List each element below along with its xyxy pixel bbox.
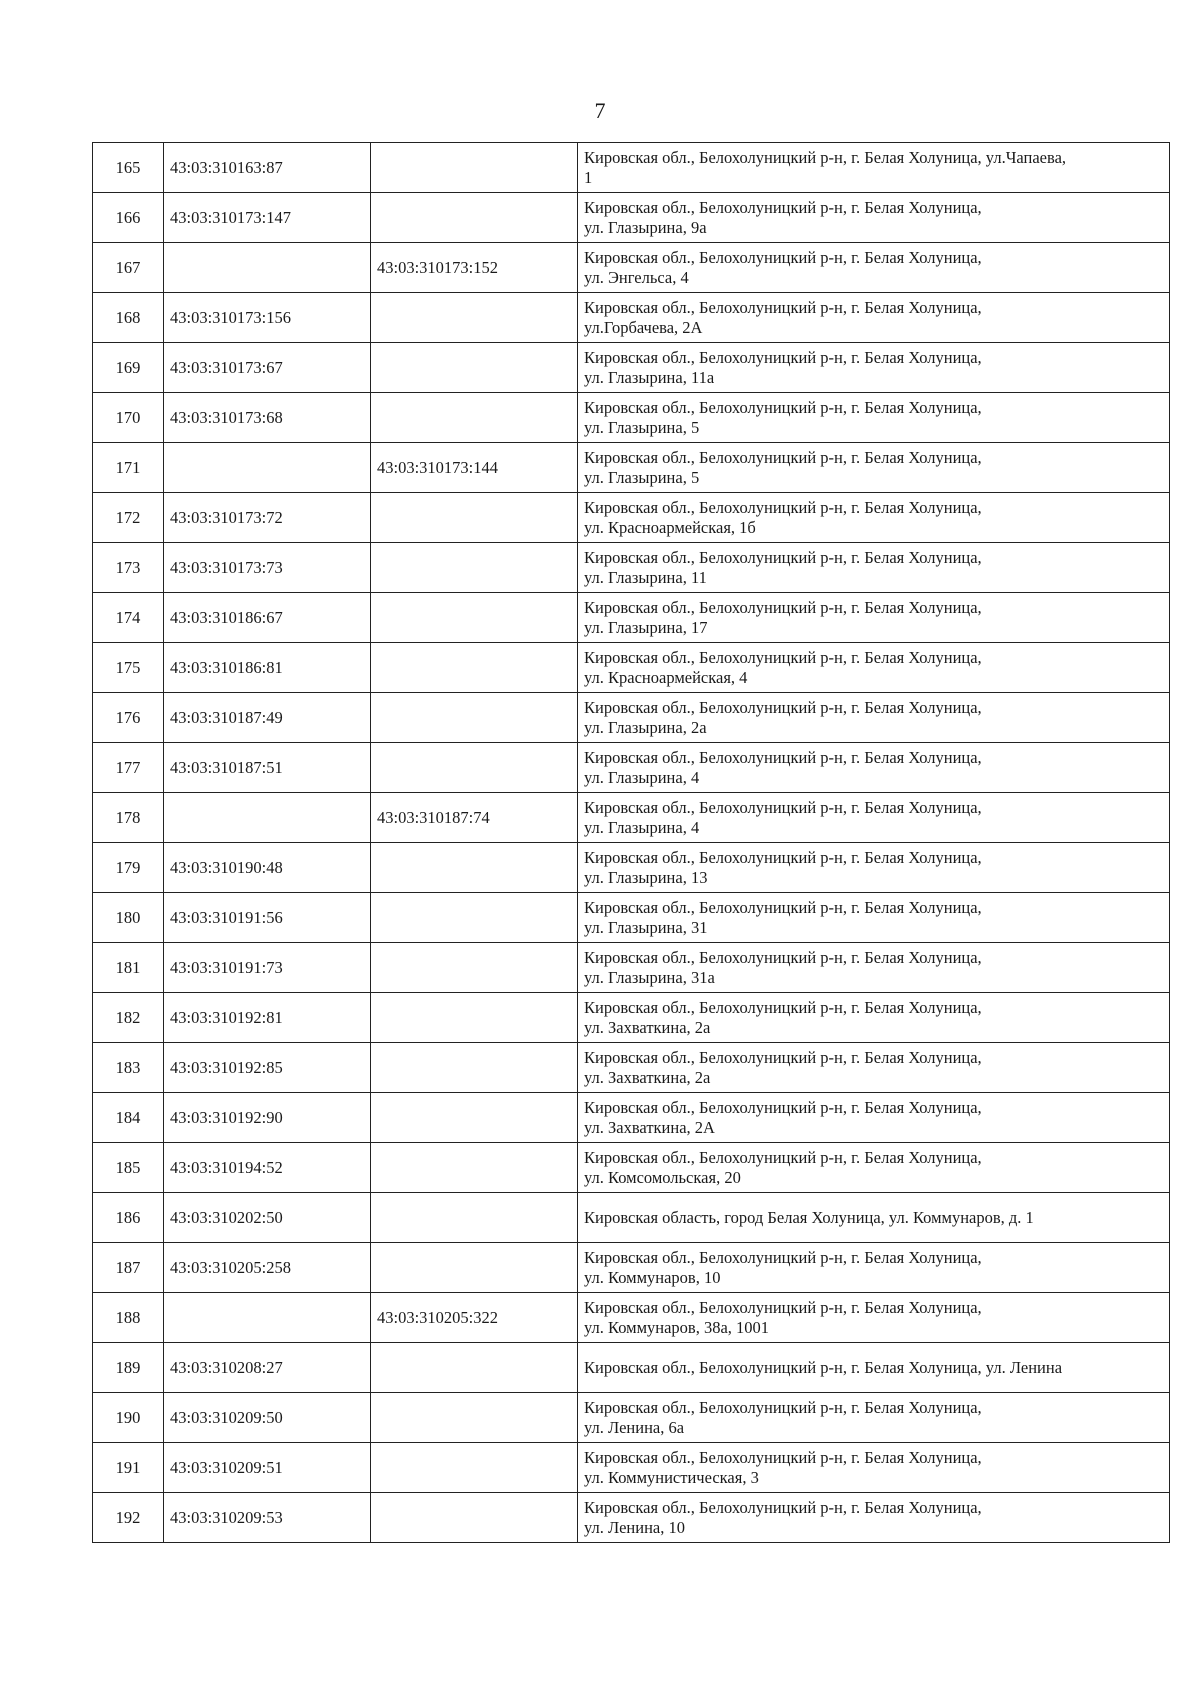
cadastral-number-cell: 43:03:310202:50 bbox=[164, 1193, 371, 1243]
row-number-cell: 185 bbox=[93, 1143, 164, 1193]
cadastral-number-cell: 43:03:310190:48 bbox=[164, 843, 371, 893]
address-line-1: Кировская обл., Белохолуницкий р-н, г. Белая Холуница, bbox=[584, 1398, 982, 1418]
cadastral-number-cell: 43:03:310194:52 bbox=[164, 1143, 371, 1193]
address-cell bbox=[578, 543, 1170, 593]
address-line-1: Кировская обл., Белохолуницкий р-н, г. Белая Холуница, bbox=[584, 1148, 982, 1168]
row-number-cell: 190 bbox=[93, 1393, 164, 1443]
table-row bbox=[93, 1343, 1170, 1393]
parent-cadastral-number-cell bbox=[371, 743, 578, 793]
table-row bbox=[93, 1393, 1170, 1443]
parent-cadastral-number-cell bbox=[371, 1343, 578, 1393]
address-line-1: Кировская обл., Белохолуницкий р-н, г. Белая Холуница, bbox=[584, 598, 982, 618]
address-line-1: Кировская обл., Белохолуницкий р-н, г. Белая Холуница, bbox=[584, 998, 982, 1018]
address-line-2: ул. Захваткина, 2А bbox=[584, 1117, 715, 1137]
cadastral-number-cell: 43:03:310163:87 bbox=[164, 143, 371, 193]
address-cell bbox=[578, 1093, 1170, 1143]
cadastral-number-cell: 43:03:310173:72 bbox=[164, 493, 371, 543]
address-line-1: Кировская обл., Белохолуницкий р-н, г. Белая Холуница, bbox=[584, 398, 982, 418]
address-cell bbox=[578, 643, 1170, 693]
address-line-1: Кировская обл., Белохолуницкий р-н, г. Белая Холуница, bbox=[584, 448, 982, 468]
table-row bbox=[93, 493, 1170, 543]
row-number-cell: 178 bbox=[93, 793, 164, 843]
row-number-cell: 187 bbox=[93, 1243, 164, 1293]
table-row bbox=[93, 393, 1170, 443]
parent-cadastral-number-cell bbox=[371, 1093, 578, 1143]
address-line-1: Кировская обл., Белохолуницкий р-н, г. Белая Холуница, bbox=[584, 748, 982, 768]
address-line-2: ул. Захваткина, 2а bbox=[584, 1067, 711, 1087]
table-row bbox=[93, 1493, 1170, 1543]
row-number-cell: 174 bbox=[93, 593, 164, 643]
address-line-1: Кировская обл., Белохолуницкий р-н, г. Белая Холуница, bbox=[584, 498, 982, 518]
table-row bbox=[93, 1193, 1170, 1243]
cadastral-number-cell: 43:03:310209:53 bbox=[164, 1493, 371, 1543]
address-line-2: ул. Глазырина, 5 bbox=[584, 467, 700, 487]
parent-cadastral-number-cell bbox=[371, 943, 578, 993]
row-number-cell: 183 bbox=[93, 1043, 164, 1093]
row-number-cell: 181 bbox=[93, 943, 164, 993]
address-cell bbox=[578, 743, 1170, 793]
table-row bbox=[93, 743, 1170, 793]
row-number-cell: 192 bbox=[93, 1493, 164, 1543]
property-registry-table bbox=[92, 142, 1170, 1543]
cadastral-number-cell: 43:03:310209:51 bbox=[164, 1443, 371, 1493]
registry-table-body bbox=[93, 143, 1170, 1543]
address-line-1: Кировская область, город Белая Холуница, ул. Коммунаров, д. 1 bbox=[584, 1207, 1034, 1227]
row-number-cell: 191 bbox=[93, 1443, 164, 1493]
address-line-1: Кировская обл., Белохолуницкий р-н, г. Белая Холуница, bbox=[584, 1048, 982, 1068]
row-number-cell: 170 bbox=[93, 393, 164, 443]
address-line-1: Кировская обл., Белохолуницкий р-н, г. Белая Холуница, bbox=[584, 648, 982, 668]
address-line-1: Кировская обл., Белохолуницкий р-н, г. Белая Холуница, bbox=[584, 1498, 982, 1518]
address-line-2: ул. Глазырина, 4 bbox=[584, 817, 700, 837]
address-line-1: Кировская обл., Белохолуницкий р-н, г. Белая Холуница, bbox=[584, 348, 982, 368]
cadastral-number-cell: 43:03:310209:50 bbox=[164, 1393, 371, 1443]
address-cell bbox=[578, 993, 1170, 1043]
table-row bbox=[93, 1043, 1170, 1093]
row-number-cell: 167 bbox=[93, 243, 164, 293]
cadastral-number-cell: 43:03:310186:81 bbox=[164, 643, 371, 693]
row-number-cell: 169 bbox=[93, 343, 164, 393]
table-row bbox=[93, 293, 1170, 343]
row-number-cell: 177 bbox=[93, 743, 164, 793]
address-line-2: ул. Комсомольская, 20 bbox=[584, 1167, 741, 1187]
row-number-cell: 186 bbox=[93, 1193, 164, 1243]
cadastral-number-cell bbox=[164, 243, 371, 293]
address-line-2: ул. Глазырина, 31а bbox=[584, 967, 715, 987]
parent-cadastral-number-cell bbox=[371, 493, 578, 543]
address-line-2: ул. Захваткина, 2а bbox=[584, 1017, 711, 1037]
cadastral-number-cell: 43:03:310187:51 bbox=[164, 743, 371, 793]
address-cell bbox=[578, 143, 1170, 193]
row-number-cell: 175 bbox=[93, 643, 164, 693]
row-number-cell: 173 bbox=[93, 543, 164, 593]
table-row bbox=[93, 793, 1170, 843]
address-line-1: Кировская обл., Белохолуницкий р-н, г. Белая Холуница, bbox=[584, 798, 982, 818]
table-row bbox=[93, 1293, 1170, 1343]
address-line-1: Кировская обл., Белохолуницкий р-н, г. Белая Холуница, bbox=[584, 1248, 982, 1268]
row-number-cell: 168 bbox=[93, 293, 164, 343]
address-cell bbox=[578, 693, 1170, 743]
table-row bbox=[93, 593, 1170, 643]
parent-cadastral-number-cell bbox=[371, 143, 578, 193]
cadastral-number-cell: 43:03:310192:90 bbox=[164, 1093, 371, 1143]
table-row bbox=[93, 543, 1170, 593]
address-cell bbox=[578, 893, 1170, 943]
row-number-cell: 176 bbox=[93, 693, 164, 743]
parent-cadastral-number-cell bbox=[371, 693, 578, 743]
page-number: 7 bbox=[594, 98, 606, 123]
address-line-2: ул. Коммунаров, 38а, 1001 bbox=[584, 1317, 770, 1337]
address-line-2: ул. Ленина, 10 bbox=[584, 1517, 685, 1537]
cadastral-number-cell: 43:03:310173:73 bbox=[164, 543, 371, 593]
parent-cadastral-number-cell bbox=[371, 1443, 578, 1493]
address-cell bbox=[578, 1143, 1170, 1193]
cadastral-number-cell: 43:03:310205:258 bbox=[164, 1243, 371, 1293]
address-line-1: Кировская обл., Белохолуницкий р-н, г. Белая Холуница, bbox=[584, 898, 982, 918]
address-cell bbox=[578, 343, 1170, 393]
cadastral-number-cell bbox=[164, 443, 371, 493]
row-number-cell: 172 bbox=[93, 493, 164, 543]
address-line-1: Кировская обл., Белохолуницкий р-н, г. Белая Холуница, bbox=[584, 698, 982, 718]
table-row bbox=[93, 143, 1170, 193]
cadastral-number-cell: 43:03:310186:67 bbox=[164, 593, 371, 643]
address-cell bbox=[578, 1443, 1170, 1493]
row-number-cell: 188 bbox=[93, 1293, 164, 1343]
parent-cadastral-number-cell: 43:03:310205:322 bbox=[371, 1293, 578, 1343]
address-line-2: ул. Глазырина, 31 bbox=[584, 917, 708, 937]
address-line-1: Кировская обл., Белохолуницкий р-н, г. Белая Холуница, bbox=[584, 1298, 982, 1318]
parent-cadastral-number-cell bbox=[371, 343, 578, 393]
parent-cadastral-number-cell bbox=[371, 1243, 578, 1293]
address-cell bbox=[578, 943, 1170, 993]
address-cell bbox=[578, 443, 1170, 493]
address-line-2: ул. Ленина, 6а bbox=[584, 1417, 685, 1437]
address-cell bbox=[578, 793, 1170, 843]
row-number-cell: 180 bbox=[93, 893, 164, 943]
address-line-2: ул. Глазырина, 11а bbox=[584, 367, 715, 387]
address-line-1: Кировская обл., Белохолуницкий р-н, г. Белая Холуница, bbox=[584, 198, 982, 218]
table-row bbox=[93, 243, 1170, 293]
address-line-1: Кировская обл., Белохолуницкий р-н, г. Белая Холуница, bbox=[584, 248, 982, 268]
parent-cadastral-number-cell bbox=[371, 1143, 578, 1193]
address-line-2: ул. Глазырина, 13 bbox=[584, 867, 708, 887]
address-cell bbox=[578, 1193, 1170, 1243]
row-number-cell: 182 bbox=[93, 993, 164, 1043]
address-line-1: Кировская обл., Белохолуницкий р-н, г. Белая Холуница, bbox=[584, 948, 982, 968]
row-number-cell: 166 bbox=[93, 193, 164, 243]
table-row bbox=[93, 1443, 1170, 1493]
address-line-2: ул. Энгельса, 4 bbox=[584, 267, 689, 287]
address-line-2: ул. Глазырина, 17 bbox=[584, 617, 708, 637]
address-cell bbox=[578, 1293, 1170, 1343]
table-row bbox=[93, 443, 1170, 493]
cadastral-number-cell: 43:03:310208:27 bbox=[164, 1343, 371, 1393]
address-cell bbox=[578, 293, 1170, 343]
address-line-2: ул. Глазырина, 5 bbox=[584, 417, 700, 437]
table-row bbox=[93, 843, 1170, 893]
address-cell bbox=[578, 193, 1170, 243]
cadastral-number-cell: 43:03:310191:73 bbox=[164, 943, 371, 993]
table-row bbox=[93, 993, 1170, 1043]
address-cell bbox=[578, 1343, 1170, 1393]
parent-cadastral-number-cell bbox=[371, 1193, 578, 1243]
parent-cadastral-number-cell bbox=[371, 593, 578, 643]
cadastral-number-cell bbox=[164, 793, 371, 843]
cadastral-number-cell: 43:03:310187:49 bbox=[164, 693, 371, 743]
parent-cadastral-number-cell bbox=[371, 543, 578, 593]
parent-cadastral-number-cell bbox=[371, 293, 578, 343]
parent-cadastral-number-cell bbox=[371, 893, 578, 943]
address-cell bbox=[578, 393, 1170, 443]
address-line-2: ул. Глазырина, 9а bbox=[584, 217, 707, 237]
cadastral-number-cell: 43:03:310191:56 bbox=[164, 893, 371, 943]
address-line-1: Кировская обл., Белохолуницкий р-н, г. Белая Холуница, bbox=[584, 848, 982, 868]
row-number-cell: 171 bbox=[93, 443, 164, 493]
table-row bbox=[93, 343, 1170, 393]
row-number-cell: 179 bbox=[93, 843, 164, 893]
parent-cadastral-number-cell: 43:03:310187:74 bbox=[371, 793, 578, 843]
row-number-cell: 165 bbox=[93, 143, 164, 193]
parent-cadastral-number-cell bbox=[371, 993, 578, 1043]
cadastral-number-cell: 43:03:310173:147 bbox=[164, 193, 371, 243]
address-cell bbox=[578, 1393, 1170, 1443]
address-line-2: ул. Коммунистическая, 3 bbox=[584, 1467, 759, 1487]
address-cell bbox=[578, 843, 1170, 893]
address-cell bbox=[578, 1493, 1170, 1543]
table-row bbox=[93, 1093, 1170, 1143]
address-cell bbox=[578, 593, 1170, 643]
address-line-2: ул. Коммунаров, 10 bbox=[584, 1267, 721, 1287]
address-line-2: ул. Красноармейская, 1б bbox=[584, 517, 756, 537]
address-line-2: ул. Глазырина, 11 bbox=[584, 567, 707, 587]
table-row bbox=[93, 193, 1170, 243]
address-line-2: ул.Горбачева, 2А bbox=[584, 317, 703, 337]
address-line-1: Кировская обл., Белохолуницкий р-н, г. Белая Холуница, bbox=[584, 298, 982, 318]
address-line-2: ул. Глазырина, 2а bbox=[584, 717, 707, 737]
cadastral-number-cell: 43:03:310173:67 bbox=[164, 343, 371, 393]
parent-cadastral-number-cell bbox=[371, 843, 578, 893]
address-cell bbox=[578, 243, 1170, 293]
address-line-1: Кировская обл., Белохолуницкий р-н, г. Белая Холуница, bbox=[584, 548, 982, 568]
parent-cadastral-number-cell bbox=[371, 1043, 578, 1093]
parent-cadastral-number-cell bbox=[371, 393, 578, 443]
table-row bbox=[93, 893, 1170, 943]
parent-cadastral-number-cell bbox=[371, 1493, 578, 1543]
table-row bbox=[93, 943, 1170, 993]
address-line-1: Кировская обл., Белохолуницкий р-н, г. Белая Холуница, ул.Чапаева, bbox=[584, 148, 1067, 168]
cadastral-number-cell: 43:03:310173:68 bbox=[164, 393, 371, 443]
parent-cadastral-number-cell bbox=[371, 643, 578, 693]
cadastral-number-cell: 43:03:310192:81 bbox=[164, 993, 371, 1043]
table-row bbox=[93, 1243, 1170, 1293]
cadastral-number-cell bbox=[164, 1293, 371, 1343]
cadastral-number-cell: 43:03:310192:85 bbox=[164, 1043, 371, 1093]
address-line-2: 1 bbox=[584, 167, 593, 187]
table-row bbox=[93, 693, 1170, 743]
address-line-2: ул. Глазырина, 4 bbox=[584, 767, 700, 787]
parent-cadastral-number-cell bbox=[371, 193, 578, 243]
address-line-2: ул. Красноармейская, 4 bbox=[584, 667, 748, 687]
table-row bbox=[93, 643, 1170, 693]
parent-cadastral-number-cell bbox=[371, 1393, 578, 1443]
address-cell bbox=[578, 1043, 1170, 1093]
address-line-1: Кировская обл., Белохолуницкий р-н, г. Белая Холуница, bbox=[584, 1448, 982, 1468]
row-number-cell: 184 bbox=[93, 1093, 164, 1143]
row-number-cell: 189 bbox=[93, 1343, 164, 1393]
cadastral-number-cell: 43:03:310173:156 bbox=[164, 293, 371, 343]
table-row bbox=[93, 1143, 1170, 1193]
address-cell bbox=[578, 493, 1170, 543]
address-cell bbox=[578, 1243, 1170, 1293]
address-line-1: Кировская обл., Белохолуницкий р-н, г. Белая Холуница, ул. Ленина bbox=[584, 1357, 1063, 1377]
address-line-1: Кировская обл., Белохолуницкий р-н, г. Белая Холуница, bbox=[584, 1098, 982, 1118]
parent-cadastral-number-cell: 43:03:310173:152 bbox=[371, 243, 578, 293]
parent-cadastral-number-cell: 43:03:310173:144 bbox=[371, 443, 578, 493]
